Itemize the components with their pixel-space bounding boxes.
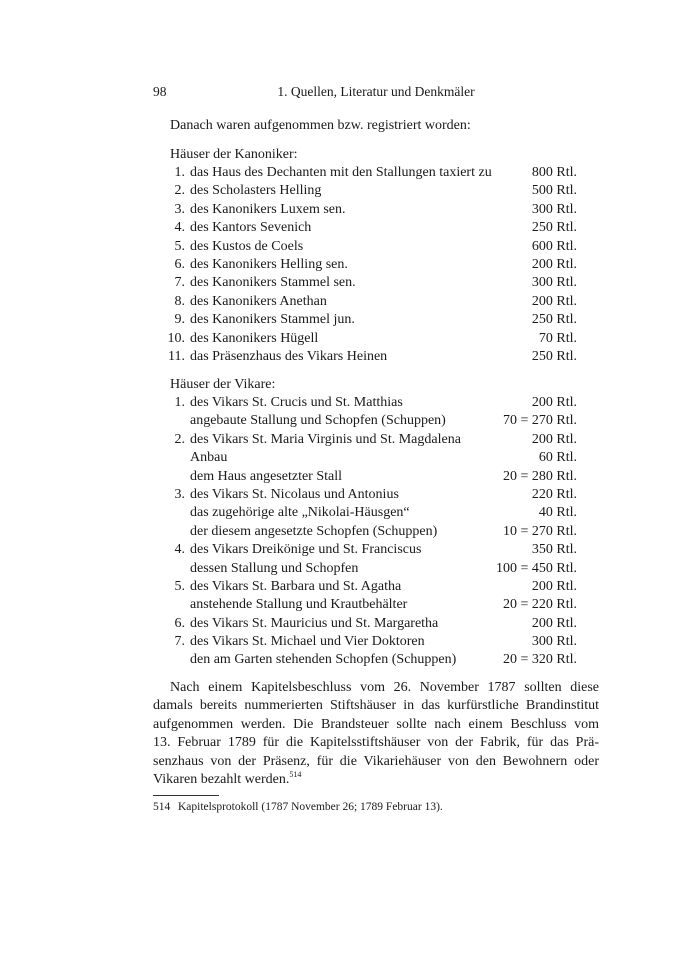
row-number: 4.	[174, 542, 185, 558]
row-description: des Vikars St. Mauricius und St. Margaretha	[190, 615, 439, 631]
paragraph-line: Nach einem Kapitelsbeschluss vom 26. November 1787 sollten diese	[170, 680, 599, 695]
row-number: 3.	[174, 201, 185, 217]
paragraph-line: aufgenommen werden. Die Brandsteuer sollte nach einem Beschluss vom	[153, 716, 599, 732]
row-value: 300 Rtl.	[531, 275, 577, 291]
row-value: 200 Rtl.	[531, 431, 577, 447]
row-number: 3.	[174, 486, 185, 502]
paragraph-last-line	[153, 771, 599, 789]
row-value: 200 Rtl.	[531, 615, 577, 631]
list-row	[163, 182, 577, 200]
row-description: der diesem angesetzte Schopfen (Schuppen)	[190, 523, 438, 539]
kanoniker-list	[163, 164, 577, 366]
row-value: 250 Rtl.	[531, 312, 577, 328]
row-number: 7.	[174, 275, 185, 291]
row-number: 9.	[174, 312, 185, 328]
row-description: dessen Stallung und Schopfen	[190, 560, 359, 576]
row-description: des Vikars Dreikönige und St. Franciscus	[190, 542, 422, 558]
list-row	[163, 560, 577, 578]
list-row	[163, 523, 577, 541]
list-row	[163, 431, 577, 449]
footnote-text: Kapitelsprotokoll (1787 November 26; 1789 Februar 13).	[178, 801, 443, 813]
row-value: 60 Rtl.	[538, 450, 577, 466]
list-row	[163, 541, 577, 559]
row-number: 6.	[174, 615, 185, 631]
row-description: den am Garten stehenden Schopfen (Schuppen)	[190, 652, 457, 668]
row-number: 2.	[174, 183, 185, 199]
row-value: 600 Rtl.	[531, 238, 577, 254]
row-description: des Scholasters Helling	[190, 183, 322, 199]
row-value: 800 Rtl.	[531, 165, 577, 180]
row-value: 300 Rtl.	[531, 634, 577, 650]
paragraph-line: 13. Februar 1789 für die Kapitelsstiftshäuser von der Fabrik, für das Prä-	[153, 735, 599, 751]
row-value: 200 Rtl.	[531, 293, 577, 309]
list-row	[163, 633, 577, 651]
list-row	[163, 449, 577, 467]
page-header	[153, 84, 599, 102]
list-row	[163, 348, 577, 366]
running-title: 1. Quellen, Literatur und Denkmäler	[277, 84, 475, 99]
row-value: 250 Rtl.	[531, 220, 577, 236]
list-row	[163, 578, 577, 596]
row-value: 200 Rtl.	[531, 578, 577, 594]
list-row	[163, 311, 577, 329]
list-row	[163, 219, 577, 237]
list-row	[163, 615, 577, 633]
list-row	[163, 164, 577, 182]
paragraph-line: Vikaren bezahlt werden.	[153, 771, 290, 787]
row-description: des Vikars St. Michael und Vier Doktoren	[190, 634, 425, 650]
row-description: des Kanonikers Stammel sen.	[190, 275, 356, 291]
kanoniker-heading: Häuser der Kanoniker:	[170, 147, 298, 162]
row-value: 70 = 270 Rtl.	[502, 413, 577, 429]
list-row	[163, 468, 577, 486]
paragraph-line: senzhaus von der Präsenz, für die Vikariehäuser von den Bewohnern oder	[153, 753, 599, 769]
row-value: 20 = 220 Rtl.	[502, 597, 577, 613]
row-description: das Haus des Dechanten mit den Stallungen taxiert zu	[190, 165, 492, 180]
list-row	[163, 596, 577, 614]
row-number: 2.	[174, 431, 185, 447]
row-description: des Kantors Sevenich	[190, 220, 312, 236]
footnote	[153, 801, 443, 813]
footnote-reference[interactable]: 514	[289, 769, 302, 779]
page-number: 98	[153, 84, 167, 99]
row-value: 20 = 320 Rtl.	[502, 652, 577, 668]
row-description: Anbau	[190, 450, 228, 466]
row-description: des Vikars St. Nicolaus und Antonius	[190, 486, 399, 502]
row-number: 6.	[174, 256, 185, 272]
row-value: 250 Rtl.	[531, 348, 577, 364]
row-description: des Kanonikers Luxem sen.	[190, 201, 346, 217]
row-number: 5.	[174, 578, 185, 594]
row-number: 11.	[168, 348, 185, 364]
row-description: des Vikars St. Maria Virginis und St. Magdalena	[190, 431, 461, 447]
list-row	[163, 330, 577, 348]
row-description: dem Haus angesetzter Stall	[190, 468, 343, 484]
list-row	[163, 504, 577, 522]
body-paragraph	[153, 679, 599, 789]
row-description: das Präsenzhaus des Vikars Heinen	[190, 348, 388, 364]
row-value: 350 Rtl.	[531, 542, 577, 558]
row-description: das zugehörige alte „Nikolai-Häusgen“	[190, 505, 410, 521]
vikare-heading: Häuser der Vikare:	[170, 377, 276, 392]
row-number: 8.	[174, 293, 185, 309]
row-value: 70 Rtl.	[538, 330, 577, 346]
footnote-rule	[153, 795, 219, 796]
row-value: 220 Rtl.	[531, 486, 577, 502]
row-number: 4.	[174, 220, 185, 236]
row-value: 10 = 270 Rtl.	[502, 523, 577, 539]
paragraph-line: damals bereits nummerierten Stiftshäuser in das kurfürstliche Brandinstitut	[153, 698, 599, 714]
row-description: des Kanonikers Anethan	[190, 293, 327, 309]
row-value: 500 Rtl.	[531, 183, 577, 199]
list-row	[163, 201, 577, 219]
list-row	[163, 238, 577, 256]
row-value: 100 = 450 Rtl.	[495, 560, 577, 576]
row-description: des Kanonikers Helling sen.	[190, 256, 348, 272]
list-row	[163, 486, 577, 504]
row-number: 1.	[174, 165, 185, 180]
row-number: 10.	[167, 330, 185, 346]
row-number: 1.	[174, 395, 185, 410]
row-description: des Kustos de Coels	[190, 238, 304, 254]
footnote-number: 514	[153, 801, 171, 813]
row-description: des Vikars St. Crucis und St. Matthias	[190, 395, 403, 410]
row-description: angebaute Stallung und Schopfen (Schuppen)	[190, 413, 446, 429]
row-number: 5.	[174, 238, 185, 254]
list-row	[163, 274, 577, 292]
row-number: 7.	[174, 634, 185, 650]
list-row	[163, 256, 577, 274]
list-row	[163, 412, 577, 430]
row-description: des Kanonikers Stammel jun.	[190, 312, 355, 328]
row-description: des Kanonikers Hügell	[190, 330, 319, 346]
row-value: 200 Rtl.	[531, 256, 577, 272]
row-description: anstehende Stallung und Krautbehälter	[190, 597, 408, 613]
list-row	[163, 394, 577, 412]
intro-line: Danach waren aufgenommen bzw. registriert worden:	[170, 118, 471, 133]
vikare-list	[163, 394, 577, 670]
list-row	[163, 293, 577, 311]
row-value: 40 Rtl.	[538, 505, 577, 521]
row-value: 300 Rtl.	[531, 201, 577, 217]
list-row	[163, 651, 577, 669]
row-description: des Vikars St. Barbara und St. Agatha	[190, 578, 402, 594]
row-value: 200 Rtl.	[531, 395, 577, 410]
row-value: 20 = 280 Rtl.	[502, 468, 577, 484]
